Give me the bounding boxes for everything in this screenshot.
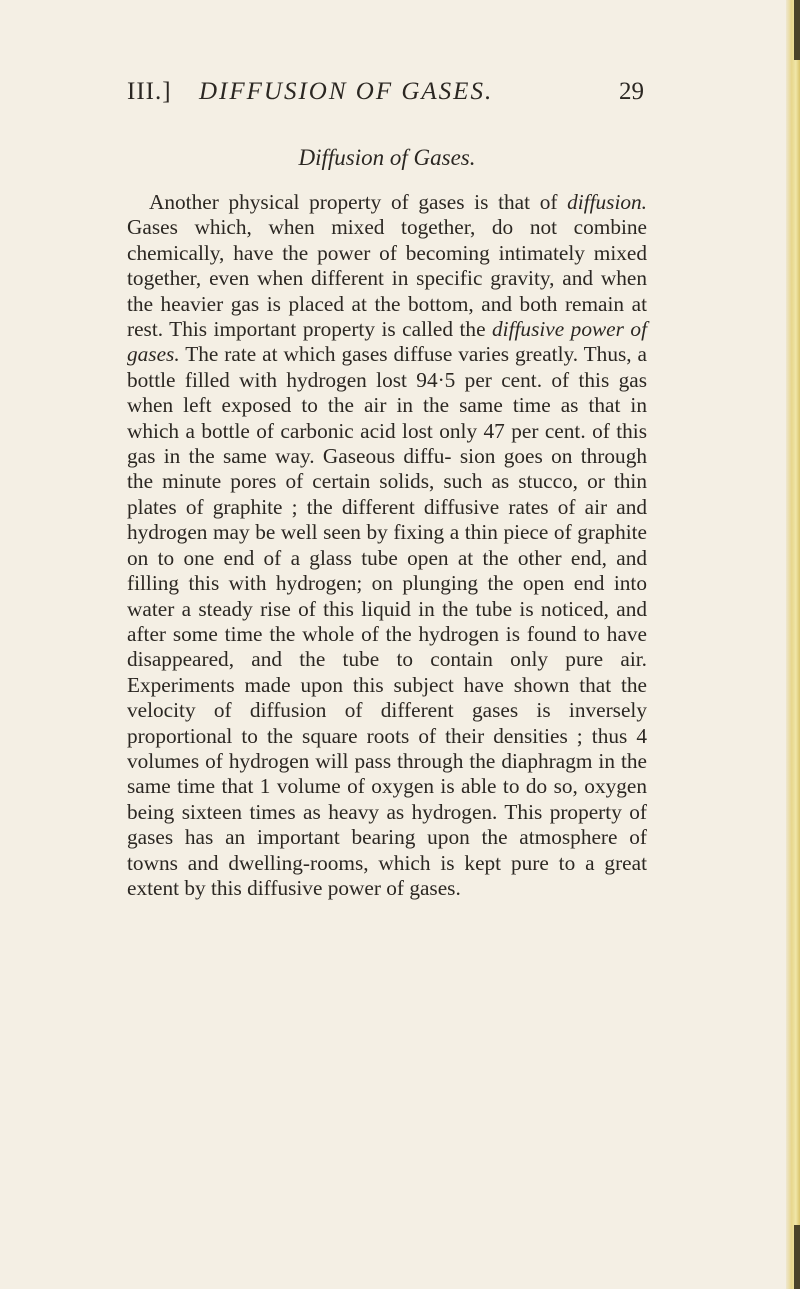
page-edge-shadow-bottom [794,1225,800,1289]
running-header [127,78,647,118]
body-paragraph [127,190,647,901]
term-diffusion: diffusion. [567,190,647,214]
paragraph-text: Gases which, when mixed together, do not combine chemically, have the power of becoming intimately mixed together, even when different in specific gravity, and when the heavier gas is placed at the bottom, and both remain at rest. This important property is called the [127,215,647,342]
page-number: 29 [619,78,644,105]
paragraph-text: Another physical property of gases is that of [149,190,568,214]
page-edge [786,0,800,1289]
chapter-number: III.] [127,78,172,105]
paragraph-text: The rate at which gases diffuse varies greatly. Thus, a bottle filled with hydrogen lost 94·5 per cent. of this gas when left exposed to the air in the same time as that in which a bottle of carbonic acid lost only 47 per cent. of this gas in the same way. Gaseous diffu- sion goes on through the minute pores of certain solids, such as stucco, or thin plates of graphite ; the different diffusive rates of air and hydrogen may be well seen by fixing a thin piece of graphite on to one end of a glass tube open at the other end, and filling this with hydrogen; on plunging the open end into water a steady rise of this liquid in the tube is noticed, and after some time the whole of the hydrogen is found to have disappeared, and the tube to contain only pure air. Experiments made upon this subject have shown that the velocity of diffusion of different gases is inversely proportional to the square roots of their densities ; thus 4 volumes of hydrogen will pass through the diaphragm in the same time that 1 volume of oxygen is able to do so, oxygen being sixteen times as heavy as hydrogen. This property of gases has an important bearing upon the atmosphere of towns and dwelling-rooms, which is kept pure to a great extent by this diffusive power of gases. [127,342,647,900]
page-edge-shadow-top [794,0,800,60]
term-diffusive-power: diffusive power of gases. [127,317,647,367]
running-title: DIFFUSION OF GASES. [199,78,494,105]
section-heading: Diffusion of Gases. [298,145,476,170]
